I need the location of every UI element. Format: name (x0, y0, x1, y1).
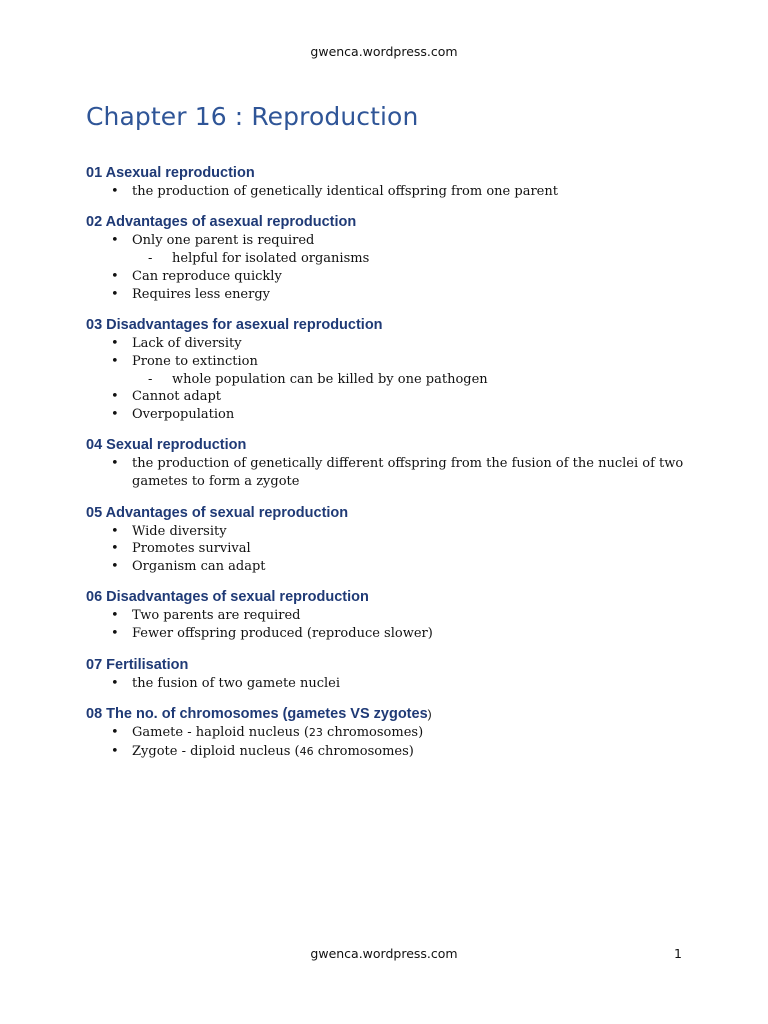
bullet-list (86, 232, 686, 250)
list-item-text: the fusion of two gamete nuclei (132, 675, 341, 691)
sub-list-item-text: helpful for isolated organisms (172, 251, 370, 267)
list-item-text: Cannot adapt (132, 389, 221, 405)
list-item (86, 268, 686, 286)
section-heading: 04 Sexual reproduction (86, 437, 247, 454)
dash-icon: - (148, 371, 153, 387)
section-heading-text: 08 The no. of chromosomes (gametes VS zygotes (86, 705, 428, 722)
section-heading: 03 Disadvantages for asexual reproduction (86, 316, 383, 333)
section-asexual-reproduction (86, 163, 686, 201)
section-heading: 07 Fertilisation (86, 656, 189, 673)
section-heading: 06 Disadvantages of sexual reproduction (86, 589, 369, 606)
section-advantages-sexual (86, 503, 686, 576)
bullet-list (86, 335, 686, 371)
list-item (86, 388, 686, 406)
bullet-icon: • (111, 407, 119, 423)
dash-icon: - (148, 251, 153, 267)
list-item (86, 406, 686, 424)
bullet-icon: • (111, 744, 119, 760)
list-item-text: Lack of diversity (132, 335, 242, 351)
bullet-icon: • (111, 559, 119, 575)
bullet-icon: • (111, 675, 119, 691)
list-item (86, 724, 686, 742)
section-heading: 02 Advantages of asexual reproduction (86, 214, 357, 231)
list-item-text: Requires less energy (132, 286, 271, 302)
sub-list (86, 250, 686, 268)
bullet-list (86, 675, 686, 693)
section-sexual-reproduction (86, 435, 686, 491)
list-item (86, 607, 686, 625)
bullet-list (86, 183, 686, 201)
list-item-text: Wide diversity (132, 523, 227, 539)
page-number: 1 (674, 946, 682, 961)
list-item-text: Fewer offspring produced (reproduce slower) (132, 626, 433, 642)
list-item (86, 540, 686, 558)
list-item-text: Zygote - diploid nucleus ( (132, 744, 300, 760)
bullet-icon: • (111, 184, 119, 199)
list-item-text: the production of genetically identical offspring from one parent (132, 184, 558, 199)
bullet-list (86, 607, 686, 643)
list-item (86, 353, 686, 371)
list-item-text: Organism can adapt (132, 559, 266, 575)
chromosome-count: 23 (308, 725, 323, 739)
bullet-icon: • (111, 335, 119, 351)
page-title: Chapter 16 : Reproduction (86, 102, 419, 131)
list-item (86, 335, 686, 353)
section-heading (86, 704, 686, 724)
bullet-icon: • (111, 523, 119, 539)
list-item (86, 625, 686, 643)
bullet-icon: • (111, 286, 119, 302)
list-item-text: chromosomes) (313, 744, 414, 760)
bullet-list (86, 388, 686, 424)
sub-list-item-text: whole population can be killed by one pathogen (172, 371, 488, 387)
bullet-list (86, 523, 686, 576)
chromosome-count: 46 (299, 745, 314, 759)
list-item (86, 523, 686, 541)
bullet-list (86, 724, 686, 761)
section-disadvantages-sexual (86, 587, 686, 643)
content-body (86, 163, 686, 772)
bullet-icon: • (111, 353, 119, 369)
list-item (86, 558, 686, 576)
sub-list (86, 371, 686, 389)
bullet-icon: • (111, 608, 119, 624)
list-item-text: chromosomes) (322, 724, 424, 740)
list-item-text: Can reproduce quickly (132, 268, 282, 284)
bullet-icon: • (111, 268, 119, 284)
list-item-text: Prone to extinction (132, 353, 258, 369)
section-heading: 01 Asexual reproduction (86, 165, 255, 181)
bullet-icon: • (111, 456, 119, 472)
list-item (86, 183, 686, 201)
list-item-text: Gamete - haploid nucleus ( (132, 724, 309, 740)
section-heading-tail: ) (427, 706, 432, 721)
bullet-icon: • (111, 626, 119, 642)
section-disadvantages-asexual (86, 315, 686, 424)
section-advantages-asexual (86, 212, 686, 303)
list-item (86, 675, 686, 693)
list-item (86, 232, 686, 250)
bullet-icon: • (111, 233, 119, 249)
list-item (86, 286, 686, 304)
page-footer: gwenca.wordpress.com (310, 946, 458, 961)
bullet-list (86, 268, 686, 304)
section-heading: 05 Advantages of sexual reproduction (86, 504, 349, 521)
list-item-text: the production of genetically different offspring from the fusion of the nuclei of two gametes to form a zygote (132, 456, 684, 490)
bullet-icon: • (111, 541, 119, 557)
sub-list-item (86, 371, 686, 389)
sub-list-item (86, 250, 686, 268)
list-item (86, 455, 686, 491)
section-chromosomes (86, 704, 686, 761)
list-item-text: Only one parent is required (132, 233, 315, 249)
list-item-text: Overpopulation (132, 407, 235, 423)
bullet-icon: • (111, 389, 119, 405)
section-fertilisation (86, 655, 686, 693)
page-header: gwenca.wordpress.com (310, 44, 458, 59)
list-item-text: Promotes survival (132, 541, 251, 557)
bullet-list (86, 455, 686, 491)
list-item (86, 743, 686, 761)
bullet-icon: • (111, 724, 119, 740)
list-item-text: Two parents are required (132, 608, 301, 624)
